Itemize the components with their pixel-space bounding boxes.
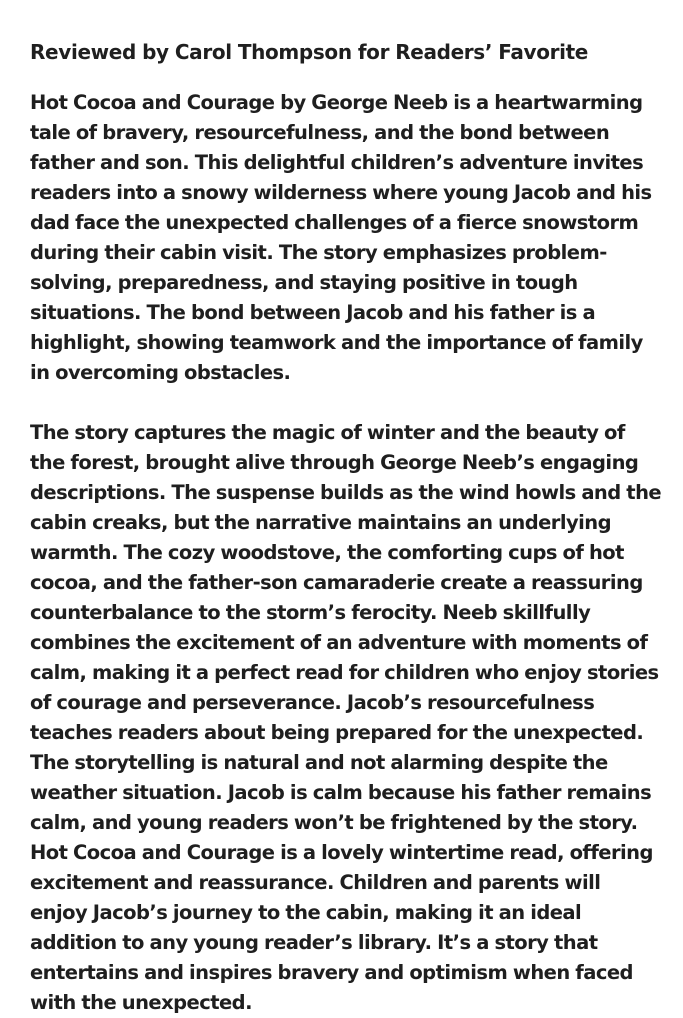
review-paragraph-2: The story captures the magic of winter and the beauty of the forest, brought alive through George Neeb’s engaging descriptions. The suspense builds as the wind howls and the cabin creaks, but the narrative maintains an underlying warmth. The cozy woodstove, the comforting cups of hot cocoa, and the father-son camaraderie create a reassuring counterbalance to the storm’s ferocity. Neeb skillfully combines the excitement of an adventure with moments of calm, making it a perfect read for children who enjoy stories of courage and perseverance. Jacob’s resourcefulness teaches readers about being prepared for the unexpected. The storytelling is natural and not alarming despite the weather situation. Jacob is calm because his father remains calm, and young readers won’t be frightened by the story. Hot Cocoa and Courage is a lovely wintertime read, offering excitement and reassurance. Children and parents will enjoy Jacob’s journey to the cabin, making it an ideal addition to any young reader’s library. It’s a story that entertains and inspires bravery and optimism when faced with the unexpected. xyxy=(30,421,662,1014)
book-review xyxy=(30,38,662,1018)
review-paragraph-1: Hot Cocoa and Courage by George Neeb is a heartwarming tale of bravery, resourcefulness, and the bond between father and son. This delightful children’s adventure invites readers into a snowy wilderness where young Jacob and his dad face the unexpected challenges of a fierce snowstorm during their cabin visit. The story emphasizes problem-solving, preparedness, and staying positive in tough situations. The bond between Jacob and his father is a highlight, showing teamwork and the importance of family in overcoming obstacles. xyxy=(30,91,652,384)
reviewer-byline: Reviewed by Carol Thompson for Readers’ Favorite xyxy=(30,40,589,64)
